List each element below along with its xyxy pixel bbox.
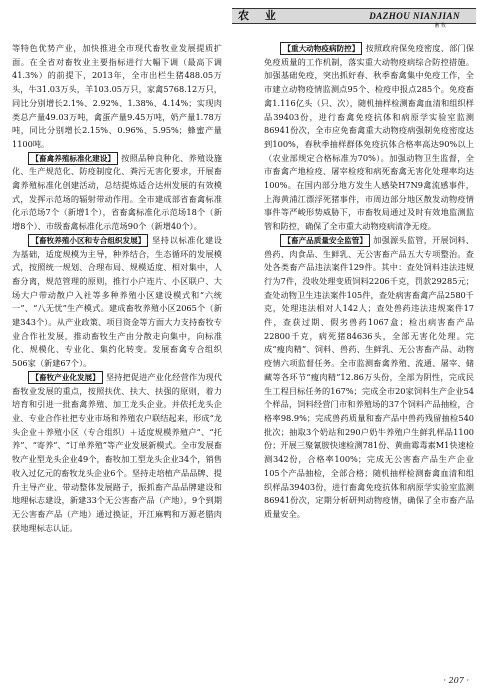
section-quality-supervision xyxy=(264,234,474,522)
section-text: 坚持把促进产业化经营作为现代畜牧业发展的重点，按照扶优、扶大、扶强的原则，着力培育和引进一批畜禽养殖、加工龙头企业。并依托龙头企业、专业合作社把专业市场和养殖农户联结起来，形成“龙头企业＋养殖小区（专合组织）＋适度规模养殖户”、“托养”、“寄养”、“订单养殖”等产业发展新模式。全市发展畜牧产业型龙头企业49个，畜牧加工型龙头企业34个，销售收入过亿元的畜牧龙头企业6个。坚持走培植产品品牌、提升主导产业、带动整体发展路子，振抓畜产品品牌建设和地理标志建设，新建33个无公害畜产品（产地），9个到期无公害畜产品（产地）通过换证，开江麻鸭和万源老腊肉获地理标志认证。 xyxy=(12,371,222,533)
paragraph-continued: 等特色优势产业，加快推进全市现代畜牧业发展提质扩面。在全省对畜牧业主要指标进行大幅下调（最高下调41.3%）的前提下，2013年，全市出栏生猪488.05万头，牛31.03万头，羊103.05万只，家禽5768.12万只，同比分别增长2.1%、2.92%、1.38%、4.14%；实现肉类总产量49.03万吨，禽蛋产量9.45万吨，奶产量1.78万吨，同比分别增长2.15%、0.96%、5.95%；蜂蜜产量1100吨。 xyxy=(12,43,222,149)
right-column xyxy=(264,42,474,522)
section-text: 坚持以标准化建设为基础，适度规模为主导，种养结合，生态循环的发展模式，按照统一规划、合理布局、规模适度、相对集中，人畜分离，规范管理的原则，推行小户连片、小区联户、大场大户带动散户入社等多种养殖小区建设模式和“六统一”、“八无忧”生产模式。建成畜牧养殖小区2065个（新建343个）。从产业政策、项目资金等方面大力支持畜牧专业合作社发展，推动畜牧生产由分散走向集中，向标准化、规模化、专业化、集约化转变。发展畜禽专合组织506家（新建67个）。 xyxy=(12,234,222,369)
header-journal-name: DAZHOU NIANJIAN xyxy=(369,11,460,21)
section-text: 按照品种良种化、养殖设施化、生产规范化、防疫制度化、粪污无害化要求，开展畜禽养殖标准化创建活动，总结提炼适合达州发展的有效模式，发挥示范场的辐射带动作用。全市建成部省畜禽标准化示范场7个（新增1个），省畜禽标准化示范场18个（新增8个）、市级畜禽标准化示范场90个（新增40个）。 xyxy=(12,152,222,232)
section-breeding-communities xyxy=(12,234,222,371)
section-title: 【畜牧产业化发展】 xyxy=(28,371,102,384)
section-title: 【重大动物疫病防控】 xyxy=(280,42,362,55)
page-number: · 207 · xyxy=(443,676,469,685)
section-disease-control xyxy=(264,42,474,234)
section-title: 【畜产品质量安全监管】 xyxy=(280,234,370,247)
header-subcategory: 畜 牧 xyxy=(434,23,446,29)
header-band xyxy=(232,8,476,24)
section-title: 【畜禽养殖标准化建设】 xyxy=(28,152,118,165)
running-header xyxy=(232,8,476,30)
section-standardization xyxy=(12,152,222,234)
section-text: 加强源头监管，开展饲料、兽药、肉食品、生鲜乳、无公害畜产品五大专项整治。查处各类畜产品违法案件129件。其中：查处饲料违法违规行为7件，没收处理变质饲料2206千克，罚款29285元；查处动物卫生违法案件105件，查处病害畜禽产品2580千克，处理违法相对人142人；查处兽药违法违规案件17件，查获过期、假劣兽药1067盒；检出病害畜产品22800千克，病死猪84636头，全部无害化处理。完成“瘦肉精”、饲料、兽药、生鲜乳、无公害畜产品、动物疫情六项监督任务。全市监测畜禽养殖、流通、屠宰、储藏等各环节“瘦肉精”12.86万头份，全部为阴性，完成民生工程目标任务的167%；完成全市20家饲料生产企业54个样品，饲料经营门市和养殖场的37个饲料产品抽检，合格率98.9%；完成兽药质量和畜产品中兽药残留抽检540批次；抽取3个奶站和290户奶牛养殖户生鲜乳样品1100份；开展三聚氰胺快速检测781份、黄曲霉毒素M1快速检测342份，合格率100%；完成无公害畜产品生产企业105个产品抽检，全部合格；随机抽样检测畜禽血清和组织样品39403份，进行畜禽免疫抗体和病原学实验室监测86941份次，定期分析研判动物疫情，确保了全市畜产品质量安全。 xyxy=(264,234,474,519)
header-category: 农 业 xyxy=(238,9,282,22)
section-title: 【畜牧养殖小区和专合组织发展】 xyxy=(28,234,148,247)
left-column xyxy=(12,42,222,535)
section-industrialization xyxy=(12,371,222,535)
section-text: 按照政府保免疫密度、部门保免疫质量的工作机制，落实重大动物疫病综合防控措施。加强基础免疫，突出抓好春、秋季畜禽集中免疫工作，全市建立动物疫情监测点95个、检疫申报点285个。免疫畜禽1.116亿头（只、次），随机抽样检测畜禽血清和组织样品39403份，进行畜禽免疫抗体和病原学实验室监测86941份次，全市应免畜禽重大动物疫病强制免疫密度达到100%，春秋季抽样群体免疫抗体合格率高达90%以上（农业部规定合格标准为70%）。加强动物卫生监督，全市畜禽产地检疫、屠宰检疫和病死畜禽无害化处理率均达100%。在国内部分地方发生人感染H7N9禽流感事件，上海黄浦江漂浮死猪事件，市周边部分地区散发动物疫情事件等严峻形势威胁下，市畜牧局通过及时有效地监测监管和防控，确保了全市重大动物疫病清净无疫。 xyxy=(264,43,474,232)
